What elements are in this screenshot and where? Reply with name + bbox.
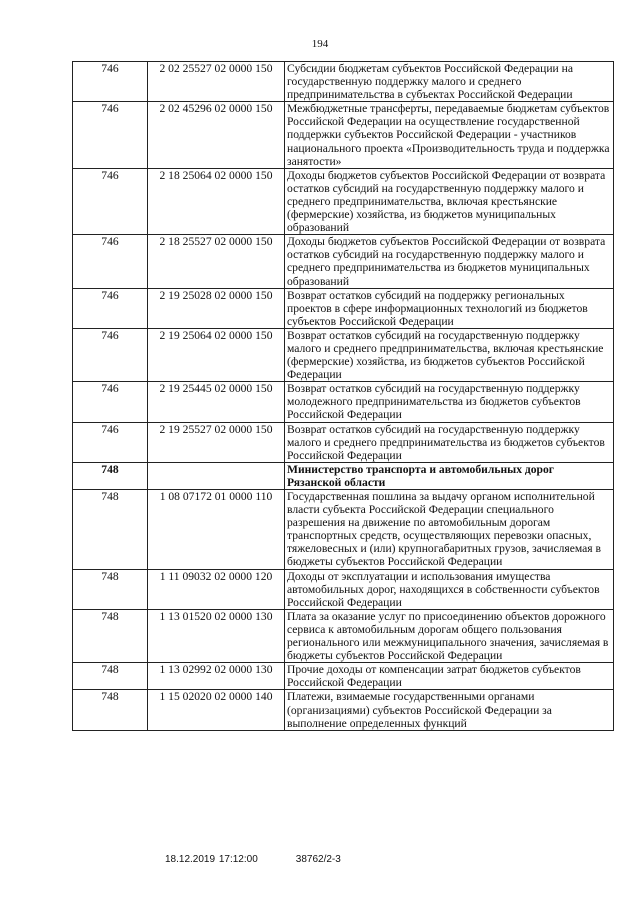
table-row bbox=[73, 288, 614, 328]
admin-code-cell: 748 bbox=[73, 609, 148, 662]
footer-timestamp: 18.12.2019 17:12:00 bbox=[165, 854, 258, 865]
table-row bbox=[73, 62, 614, 102]
table-row bbox=[73, 569, 614, 609]
admin-code-cell: 748 bbox=[73, 490, 148, 570]
footer-doc-id: 38762/2-3 bbox=[295, 854, 341, 865]
admin-code-cell: 746 bbox=[73, 235, 148, 288]
description-cell: Прочие доходы от компенсации затрат бюджетов субъектов Российской Федерации bbox=[285, 663, 614, 690]
admin-code-cell: 748 bbox=[73, 663, 148, 690]
description-cell: Межбюджетные трансферты, передаваемые бюджетам субъектов Российской Федерации на осуществление государственной поддержки субъектов Российской Федерации - участников национального проекта «Производительность труда и поддержка занятости» bbox=[285, 102, 614, 168]
table-row bbox=[73, 235, 614, 288]
table-row bbox=[73, 382, 614, 422]
budget-code-cell: 2 18 25527 02 0000 150 bbox=[148, 235, 285, 288]
table-row bbox=[73, 609, 614, 662]
table-row bbox=[73, 328, 614, 381]
admin-code-cell: 746 bbox=[73, 382, 148, 422]
page-number: 194 bbox=[311, 38, 329, 50]
footer bbox=[165, 854, 379, 865]
table-row bbox=[73, 690, 614, 730]
budget-code-cell bbox=[148, 462, 285, 489]
description-cell: Плата за оказание услуг по присоединению объектов дорожного сервиса к автомобильным дорогам общего пользования регионального или межмуниципального значения, зачисляемая в бюджеты субъектов Российской Федерации bbox=[285, 609, 614, 662]
budget-code-cell: 2 19 25028 02 0000 150 bbox=[148, 288, 285, 328]
budget-code-cell: 2 02 45296 02 0000 150 bbox=[148, 102, 285, 168]
admin-code-cell: 748 bbox=[73, 462, 148, 489]
description-cell: Министерство транспорта и автомобильных дорог Рязанской области bbox=[285, 462, 614, 489]
admin-code-cell: 746 bbox=[73, 62, 148, 102]
section-header-row bbox=[73, 462, 614, 489]
budget-classification-table bbox=[72, 61, 614, 731]
budget-code-cell: 2 19 25445 02 0000 150 bbox=[148, 382, 285, 422]
description-cell: Государственная пошлина за выдачу органом исполнительной власти субъекта Российской Федерации специального разрешения на движение по автомобильным дорогам транспортных средств, осуществляющих перевозки опасных, тяжеловесных и (или) крупногабаритных грузов, зачисляемая в бюджеты субъектов Российской Федерации bbox=[285, 490, 614, 570]
admin-code-cell: 748 bbox=[73, 569, 148, 609]
budget-code-cell: 1 13 02992 02 0000 130 bbox=[148, 663, 285, 690]
budget-code-cell: 1 08 07172 01 0000 110 bbox=[148, 490, 285, 570]
admin-code-cell: 746 bbox=[73, 102, 148, 168]
description-cell: Возврат остатков субсидий на поддержку региональных проектов в сфере информационных технологий из бюджетов субъектов Российской Федерации bbox=[285, 288, 614, 328]
budget-code-cell: 2 19 25064 02 0000 150 bbox=[148, 328, 285, 381]
description-cell: Доходы бюджетов субъектов Российской Федерации от возврата остатков субсидий на государственную поддержку малого и среднего предпринимательства из бюджетов муниципальных образований bbox=[285, 235, 614, 288]
table-row bbox=[73, 168, 614, 234]
description-cell: Доходы бюджетов субъектов Российской Федерации от возврата остатков субсидий на государственную поддержку малого и среднего предпринимательства, включая крестьянские (фермерские) хозяйства, из бюджетов муниципальных образований bbox=[285, 168, 614, 234]
budget-code-cell: 1 13 01520 02 0000 130 bbox=[148, 609, 285, 662]
description-cell: Возврат остатков субсидий на государственную поддержку малого и среднего предпринимательства из бюджетов субъектов Российской Федерации bbox=[285, 422, 614, 462]
description-cell: Платежи, взимаемые государственными органами (организациями) субъектов Российской Федерации за выполнение определенных функций bbox=[285, 690, 614, 730]
description-cell: Субсидии бюджетам субъектов Российской Федерации на государственную поддержку малого и среднего предпринимательства в субъектах Российской Федерации bbox=[285, 62, 614, 102]
description-cell: Возврат остатков субсидий на государственную поддержку молодежного предпринимательства из бюджетов субъектов Российской Федерации bbox=[285, 382, 614, 422]
admin-code-cell: 746 bbox=[73, 168, 148, 234]
budget-code-cell: 1 11 09032 02 0000 120 bbox=[148, 569, 285, 609]
table-row bbox=[73, 663, 614, 690]
admin-code-cell: 746 bbox=[73, 328, 148, 381]
budget-code-cell: 2 18 25064 02 0000 150 bbox=[148, 168, 285, 234]
admin-code-cell: 746 bbox=[73, 288, 148, 328]
table-row bbox=[73, 102, 614, 168]
table-row bbox=[73, 422, 614, 462]
budget-code-cell: 2 02 25527 02 0000 150 bbox=[148, 62, 285, 102]
description-cell: Доходы от эксплуатации и использования имущества автомобильных дорог, находящихся в собственности субъектов Российской Федерации bbox=[285, 569, 614, 609]
budget-code-cell: 2 19 25527 02 0000 150 bbox=[148, 422, 285, 462]
table-body bbox=[73, 62, 614, 731]
admin-code-cell: 746 bbox=[73, 422, 148, 462]
budget-code-cell: 1 15 02020 02 0000 140 bbox=[148, 690, 285, 730]
description-cell: Возврат остатков субсидий на государственную поддержку малого и среднего предпринимательства, включая крестьянские (фермерские) хозяйства, из бюджетов субъектов Российской Федерации bbox=[285, 328, 614, 381]
table-row bbox=[73, 490, 614, 570]
admin-code-cell: 748 bbox=[73, 690, 148, 730]
